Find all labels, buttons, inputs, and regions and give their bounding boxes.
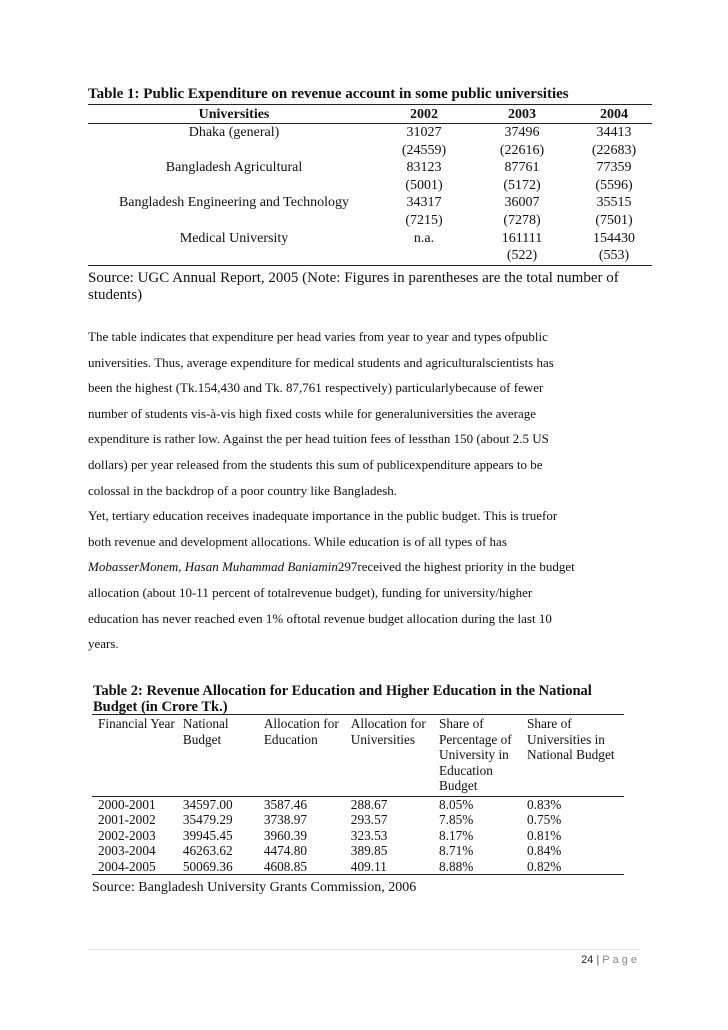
table1-caption: Table 1: Public Expenditure on revenue account in some public universities bbox=[88, 86, 569, 102]
table-row bbox=[88, 124, 652, 142]
table-row bbox=[92, 859, 624, 875]
paragraph-line: colossal in the backdrop of a poor country like Bangladesh. bbox=[88, 482, 398, 498]
table-cell: 293.57 bbox=[350, 812, 388, 827]
table1-header-2003: 2003 bbox=[508, 107, 536, 122]
table-cell: 0.75% bbox=[527, 812, 562, 827]
table-cell: (5596) bbox=[595, 177, 633, 193]
table-row bbox=[88, 212, 652, 230]
table2-source-note: Source: Bangladesh University Grants Commission, 2006 bbox=[92, 880, 417, 895]
table-cell: 50069.36 bbox=[182, 858, 233, 874]
table-cell: 34597.00 bbox=[182, 796, 233, 812]
table2-header-financial-year: Financial Year bbox=[98, 716, 175, 731]
table-cell: (553) bbox=[598, 248, 630, 264]
table-cell: (22616) bbox=[499, 142, 545, 158]
table-cell: 8.71% bbox=[439, 843, 474, 858]
table-cell: 8.17% bbox=[439, 827, 474, 843]
table-cell: 3587.46 bbox=[263, 796, 308, 812]
table-cell: 35515 bbox=[596, 195, 632, 211]
table-cell: 31027 bbox=[406, 125, 442, 140]
table-cell: 0.84% bbox=[527, 843, 562, 858]
table-cell: 0.83% bbox=[527, 796, 562, 812]
table-cell: (522) bbox=[506, 248, 538, 264]
table-cell: Medical University bbox=[179, 230, 289, 246]
paragraph-text: 297received the highest priority in the budget bbox=[337, 559, 575, 575]
table-row bbox=[92, 796, 624, 812]
table-cell: 35479.29 bbox=[182, 812, 233, 827]
table-cell: 39945.45 bbox=[182, 827, 233, 843]
table-cell: Bangladesh Agricultural bbox=[165, 160, 303, 176]
table-row bbox=[88, 194, 652, 212]
paragraph-line: number of students vis-à-vis high fixed costs while for generaluniversities the average bbox=[88, 405, 537, 421]
table-row bbox=[92, 843, 624, 859]
table1-header-2004: 2004 bbox=[600, 107, 628, 122]
table-row bbox=[88, 159, 652, 177]
page-footer bbox=[581, 954, 640, 966]
table-cell: 2003-2004 bbox=[98, 843, 156, 858]
table-cell: Dhaka (general) bbox=[188, 125, 280, 140]
paragraph-line: universities. Thus, average expenditure for medical students and agriculturalscientists has bbox=[88, 354, 554, 370]
table2-header-national-budget: National Budget bbox=[182, 716, 229, 747]
paragraph-line: allocation (about 10-11 percent of totalrevenue budget), funding for university/higher bbox=[88, 584, 533, 600]
table1-header-2002: 2002 bbox=[410, 107, 438, 122]
table-cell: 77359 bbox=[596, 160, 632, 176]
table1-source-note: Source: UGC Annual Report, 2005 (Note: Figures in parentheses are the total number of students) bbox=[88, 270, 619, 303]
paragraph-line: been the highest (Tk.154,430 and Tk. 87,761 respectively) particularlybecause of fewer bbox=[88, 380, 544, 396]
table-cell bbox=[88, 177, 380, 195]
table-cell: (7215) bbox=[405, 212, 443, 228]
table-cell bbox=[88, 212, 380, 230]
table-cell: 154430 bbox=[593, 230, 635, 246]
table1-header-universities: Universities bbox=[198, 107, 270, 122]
page-number: 24 bbox=[581, 954, 594, 966]
footer-divider bbox=[88, 949, 640, 950]
table-cell: 288.67 bbox=[350, 796, 388, 812]
table-cell: Bangladesh Engineering and Technology bbox=[118, 195, 350, 211]
page-label: Page bbox=[602, 954, 640, 966]
table-cell: (22683) bbox=[591, 142, 637, 158]
table-row bbox=[92, 812, 624, 828]
table-cell: 3738.97 bbox=[263, 812, 308, 827]
table-cell: 46263.62 bbox=[182, 843, 233, 858]
table-cell: (7278) bbox=[503, 212, 541, 228]
table2-caption: Table 2: Revenue Allocation for Education and Higher Education in the National Budget (in Crore Tk.) bbox=[93, 683, 592, 715]
table2-header-allocation-education: Allocation for Education bbox=[263, 716, 339, 747]
table-cell: 0.82% bbox=[527, 858, 562, 874]
table2-header-share-education-budget: Share of Percentage of University in Education Budget bbox=[439, 716, 512, 793]
table-cell: 0.81% bbox=[527, 827, 562, 843]
table1-expenditure bbox=[88, 104, 652, 266]
table-row bbox=[88, 142, 652, 160]
table-cell: 8.88% bbox=[439, 858, 474, 874]
table-cell: 389.85 bbox=[350, 843, 388, 858]
table2-header-share-national-budget: Share of Universities in National Budget bbox=[527, 716, 615, 762]
table-cell: 8.05% bbox=[439, 796, 474, 812]
table-cell: (7501) bbox=[595, 212, 633, 228]
table-cell: (5172) bbox=[503, 177, 541, 193]
paragraph-line: education has never reached even 1% oftotal revenue budget allocation during the last 10 bbox=[88, 610, 552, 626]
table2-header-row bbox=[92, 715, 624, 797]
table-cell: 2000-2001 bbox=[98, 796, 156, 812]
table-cell: 3960.39 bbox=[263, 827, 308, 843]
table-cell: 7.85% bbox=[439, 812, 474, 827]
table-cell bbox=[88, 142, 380, 160]
paragraph-line: Yet, tertiary education receives inadequate importance in the public budget. This is truefor bbox=[88, 508, 558, 524]
table-row bbox=[92, 828, 624, 844]
table-cell: 36007 bbox=[504, 195, 540, 211]
table-cell bbox=[88, 247, 380, 265]
table-cell: 34413 bbox=[596, 125, 632, 140]
table-cell: 4608.85 bbox=[263, 858, 308, 874]
table2-revenue-allocation bbox=[92, 714, 624, 875]
paragraph-line: both revenue and development allocations. While education is of all types of has bbox=[88, 533, 507, 549]
table-cell: (5001) bbox=[405, 177, 443, 193]
paragraph-line: dollars) per year released from the students this sum of publicexpenditure appears to be bbox=[88, 456, 543, 472]
table-cell: 2001-2002 bbox=[98, 812, 156, 827]
table-cell: 87761 bbox=[504, 160, 540, 176]
table-row bbox=[88, 247, 652, 265]
paragraph-line bbox=[88, 554, 648, 580]
table-cell bbox=[380, 247, 468, 265]
table-cell: 161111 bbox=[501, 230, 543, 246]
body-paragraphs bbox=[88, 324, 648, 657]
table-row bbox=[88, 230, 652, 248]
table1-header-row bbox=[88, 105, 652, 124]
table-cell: 2004-2005 bbox=[98, 858, 156, 874]
paragraph-line: years. bbox=[88, 636, 119, 652]
table-row bbox=[88, 177, 652, 195]
table-cell: 323.53 bbox=[350, 827, 388, 843]
table-cell: 2002-2003 bbox=[98, 827, 156, 843]
table-cell: n.a. bbox=[413, 230, 435, 246]
author-names-italic: MobasserMonem, Hasan Muhammad Baniamin bbox=[88, 559, 338, 575]
footer-separator: | bbox=[596, 954, 600, 966]
table-cell: (24559) bbox=[401, 142, 447, 158]
table-cell: 83123 bbox=[406, 160, 442, 176]
table-cell: 4474.80 bbox=[263, 843, 308, 858]
table2-header-allocation-universities: Allocation for Universities bbox=[350, 716, 426, 747]
table-cell: 37496 bbox=[504, 125, 540, 140]
paragraph-line: The table indicates that expenditure per head varies from year to year and types ofpublic bbox=[88, 329, 548, 344]
paragraph-line: expenditure is rather low. Against the per head tuition fees of lessthan 150 (about 2.5 US bbox=[88, 431, 549, 447]
table-cell: 34317 bbox=[406, 195, 442, 211]
table-cell: 409.11 bbox=[350, 858, 387, 874]
